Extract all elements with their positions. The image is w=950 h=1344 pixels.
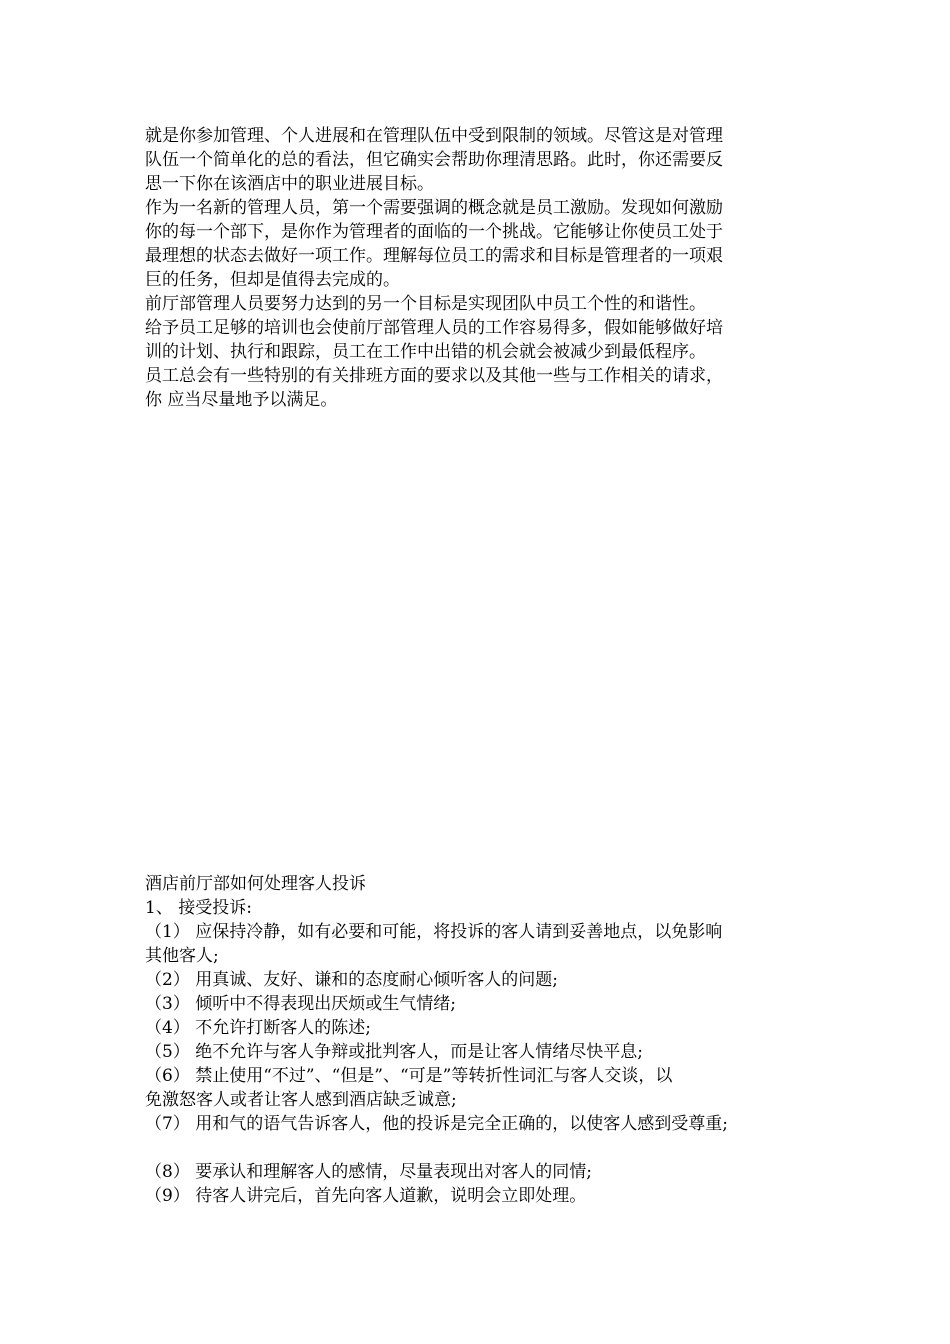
text-line: 免激怒客人或者让客人感到酒店缺乏诚意; <box>145 1090 457 1110</box>
text-line: （3） 倾听中不得表现出厌烦或生气情绪; <box>145 994 456 1014</box>
text-line: （5） 绝不允许与客人争辩或批判客人，而是让客人情绪尽快平息; <box>145 1042 643 1062</box>
blank-line <box>145 1136 810 1160</box>
list-item <box>145 968 810 992</box>
text-line: 训的计划、执行和跟踪，员工在工作中出错的机会就会被减少到最低程序。 <box>145 342 706 362</box>
section-title: 酒店前厅部如何处理客人投诉 <box>145 874 366 894</box>
complaint-section <box>145 872 810 1208</box>
paragraph <box>145 196 810 292</box>
text-line: （2） 用真诚、友好、谦和的态度耐心倾听客人的问题; <box>145 970 558 990</box>
text-line: 其他客人; <box>145 946 219 966</box>
list-item <box>145 1040 810 1064</box>
paragraph <box>145 124 810 196</box>
text-line: 思一下你在该酒店中的职业进展目标。 <box>145 174 434 194</box>
paragraph <box>145 364 810 412</box>
text-line: 给予员工足够的培训也会使前厅部管理人员的工作容易得多，假如能够做好培 <box>145 318 723 338</box>
list-item <box>145 1160 810 1184</box>
text-line: 作为一名新的管理人员，第一个需要强调的概念就是员工激励。发现如何激励 <box>145 198 723 218</box>
list-item <box>145 1064 810 1112</box>
text-line: （1） 应保持冷静，如有必要和可能，将投诉的客人请到妥善地点，以免影响 <box>145 922 723 942</box>
paragraph <box>145 316 810 364</box>
list-item <box>145 1112 810 1160</box>
list-item <box>145 992 810 1016</box>
text-line: （6） 禁止使用“不过”、“但是”、“可是”等转折性词汇与客人交谈，以 <box>145 1066 673 1086</box>
text-line: 巨的任务，但却是值得去完成的。 <box>145 270 400 290</box>
text-line: 前厅部管理人员要努力达到的另一个目标是实现团队中员工个性的和谐性。 <box>145 294 706 314</box>
text-line: 员工总会有一些特别的有关排班方面的要求以及其他一些与工作相关的请求， <box>145 366 723 386</box>
text-line: 队伍一个简单化的总的看法，但它确实会帮助你理清思路。此时，你还需要反 <box>145 150 723 170</box>
list-item <box>145 1184 810 1208</box>
text-line: 你 应当尽量地予以满足。 <box>145 390 338 410</box>
text-line: （8） 要承认和理解客人的感情，尽量表现出对客人的同情; <box>145 1162 592 1182</box>
section-heading: 1、 接受投诉: <box>145 898 252 918</box>
text-line: 你的每一个部下，是你作为管理者的面临的一个挑战。它能够让你使员工处于 <box>145 222 723 242</box>
list-item <box>145 1016 810 1040</box>
text-line: （9） 待客人讲完后，首先向客人道歉，说明会立即处理。 <box>145 1186 587 1206</box>
list-item <box>145 920 810 968</box>
text-line: 就是你参加管理、个人进展和在管理队伍中受到限制的领域。尽管这是对管理 <box>145 126 723 146</box>
text-line: （4） 不允许打断客人的陈述; <box>145 1018 371 1038</box>
paragraph <box>145 292 810 316</box>
intro-text <box>145 124 810 412</box>
text-line: （7） 用和气的语气告诉客人，他的投诉是完全正确的，以使客人感到受尊重; <box>145 1114 728 1134</box>
text-line: 最理想的状态去做好一项工作。理解每位员工的需求和目标是管理者的一项艰 <box>145 246 723 266</box>
